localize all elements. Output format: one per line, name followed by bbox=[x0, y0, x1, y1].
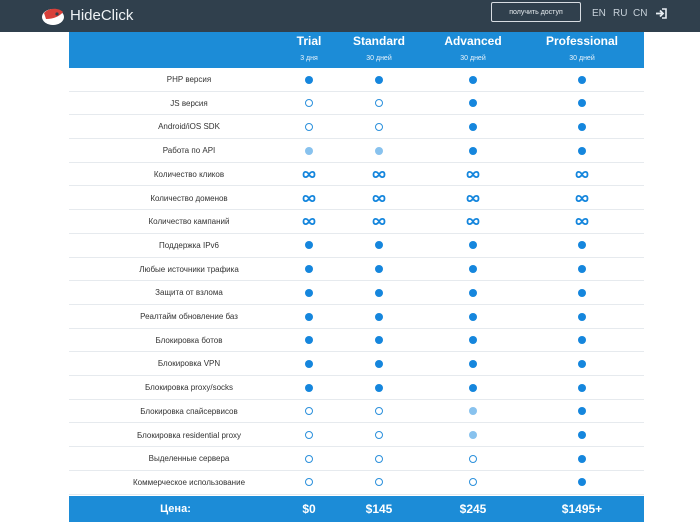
plan-period: 30 дней bbox=[569, 55, 595, 62]
infinity-icon bbox=[372, 170, 386, 179]
feature-label: Блокировка residential proxy bbox=[136, 430, 242, 440]
feature-partial-icon bbox=[469, 407, 477, 415]
feature-label: JS версия bbox=[170, 98, 208, 108]
feature-cell bbox=[289, 400, 329, 423]
feature-included-icon bbox=[305, 289, 313, 297]
feature-partial-icon bbox=[305, 147, 313, 155]
feature-included-icon bbox=[578, 455, 586, 463]
feature-cell bbox=[359, 281, 399, 304]
feature-included-icon bbox=[578, 431, 586, 439]
feature-included-icon bbox=[469, 313, 477, 321]
feature-included-icon bbox=[469, 99, 477, 107]
feature-row bbox=[69, 471, 644, 495]
feature-included-icon bbox=[578, 407, 586, 415]
feature-cell bbox=[289, 115, 329, 138]
feature-cell bbox=[562, 258, 602, 281]
feature-cell bbox=[453, 258, 493, 281]
feature-cell bbox=[562, 352, 602, 375]
feature-included-icon bbox=[375, 313, 383, 321]
feature-cell bbox=[562, 400, 602, 423]
sign-in-icon[interactable] bbox=[655, 8, 667, 19]
feature-included-icon bbox=[578, 289, 586, 297]
feature-cell bbox=[359, 210, 399, 233]
feature-included-icon bbox=[469, 265, 477, 273]
hideclick-logo-icon[interactable] bbox=[40, 4, 66, 28]
feature-cell bbox=[562, 139, 602, 162]
feature-label: Реалтайм обновление баз bbox=[140, 312, 238, 321]
feature-cell bbox=[453, 305, 493, 328]
feature-row bbox=[69, 187, 644, 211]
feature-cell bbox=[289, 305, 329, 328]
feature-label: Любые источники трафика bbox=[139, 264, 239, 274]
infinity-icon bbox=[466, 194, 480, 203]
feature-cell bbox=[359, 163, 399, 186]
feature-not-included-icon bbox=[375, 455, 383, 463]
feature-cell bbox=[359, 258, 399, 281]
infinity-icon bbox=[575, 170, 589, 179]
infinity-icon bbox=[302, 170, 316, 179]
infinity-icon bbox=[302, 194, 316, 203]
feature-label: Поддержка IPv6 bbox=[159, 240, 219, 250]
feature-cell bbox=[289, 281, 329, 304]
feature-included-icon bbox=[469, 384, 477, 392]
feature-not-included-icon bbox=[469, 455, 477, 463]
feature-included-icon bbox=[578, 241, 586, 249]
feature-cell bbox=[359, 376, 399, 399]
feature-included-icon bbox=[469, 241, 477, 249]
feature-label: Работа по API bbox=[162, 146, 216, 156]
plan-price-trial: $0 bbox=[302, 502, 316, 516]
feature-cell bbox=[359, 92, 399, 115]
infinity-icon bbox=[372, 217, 386, 226]
feature-cell bbox=[562, 447, 602, 470]
feature-included-icon bbox=[469, 289, 477, 297]
feature-cell bbox=[453, 210, 493, 233]
infinity-icon bbox=[372, 194, 386, 203]
plan-name: Professional bbox=[545, 34, 619, 48]
infinity-icon bbox=[302, 217, 316, 226]
feature-label: Выделенные сервера bbox=[148, 454, 230, 464]
feature-label: Блокировка ботов bbox=[155, 335, 223, 345]
feature-included-icon bbox=[578, 123, 586, 131]
feature-label: Блокировка VPN bbox=[157, 359, 221, 369]
plan-header-professional bbox=[519, 32, 645, 62]
plan-period: 3 дня bbox=[300, 55, 318, 62]
plan-name: Standard bbox=[352, 34, 405, 48]
feature-cell bbox=[359, 139, 399, 162]
feature-not-included-icon bbox=[305, 407, 313, 415]
feature-cell bbox=[562, 234, 602, 257]
feature-cell bbox=[562, 163, 602, 186]
feature-included-icon bbox=[305, 384, 313, 392]
feature-cell bbox=[359, 424, 399, 447]
feature-cell bbox=[359, 447, 399, 470]
feature-row bbox=[69, 281, 644, 305]
price-label: Цена: bbox=[160, 503, 191, 515]
feature-cell bbox=[289, 447, 329, 470]
feature-row bbox=[69, 352, 644, 376]
feature-included-icon bbox=[578, 313, 586, 321]
feature-included-icon bbox=[375, 241, 383, 249]
feature-row bbox=[69, 139, 644, 163]
feature-included-icon bbox=[469, 336, 477, 344]
feature-partial-icon bbox=[469, 431, 477, 439]
feature-partial-icon bbox=[375, 147, 383, 155]
feature-cell bbox=[562, 210, 602, 233]
feature-cell bbox=[289, 424, 329, 447]
feature-cell bbox=[453, 471, 493, 494]
feature-cell bbox=[289, 471, 329, 494]
feature-included-icon bbox=[469, 147, 477, 155]
feature-label: Блокировка proxy/socks bbox=[144, 383, 234, 393]
feature-included-icon bbox=[578, 99, 586, 107]
feature-included-icon bbox=[305, 76, 313, 84]
feature-included-icon bbox=[305, 313, 313, 321]
feature-included-icon bbox=[578, 147, 586, 155]
feature-not-included-icon bbox=[375, 123, 383, 131]
feature-cell bbox=[453, 281, 493, 304]
feature-cell bbox=[359, 471, 399, 494]
feature-cell bbox=[453, 187, 493, 210]
feature-row bbox=[69, 258, 644, 282]
feature-cell bbox=[562, 115, 602, 138]
feature-included-icon bbox=[305, 336, 313, 344]
plan-name: Advanced bbox=[444, 34, 502, 48]
feature-label: Количество доменов bbox=[150, 193, 228, 203]
feature-included-icon bbox=[305, 265, 313, 273]
feature-cell bbox=[453, 234, 493, 257]
feature-included-icon bbox=[375, 360, 383, 368]
infinity-icon bbox=[575, 217, 589, 226]
get-access-button[interactable]: получить доступ bbox=[491, 2, 581, 22]
feature-cell bbox=[359, 115, 399, 138]
feature-cell bbox=[289, 234, 329, 257]
feature-row bbox=[69, 163, 644, 187]
infinity-icon bbox=[575, 194, 589, 203]
feature-cell bbox=[289, 352, 329, 375]
feature-cell bbox=[289, 139, 329, 162]
feature-cell bbox=[289, 92, 329, 115]
lang-en-link[interactable]: EN bbox=[592, 8, 606, 19]
feature-cell bbox=[289, 329, 329, 352]
feature-label: Защита от взлома bbox=[155, 288, 223, 298]
feature-included-icon bbox=[578, 76, 586, 84]
feature-included-icon bbox=[578, 384, 586, 392]
feature-included-icon bbox=[578, 478, 586, 486]
feature-cell bbox=[289, 163, 329, 186]
feature-row bbox=[69, 329, 644, 353]
feature-label: Количество кампаний bbox=[148, 217, 230, 227]
plan-header-standard bbox=[332, 32, 426, 62]
plan-name: Trial bbox=[296, 34, 322, 48]
feature-cell bbox=[453, 424, 493, 447]
feature-cell bbox=[562, 68, 602, 91]
feature-included-icon bbox=[375, 289, 383, 297]
feature-cell bbox=[562, 92, 602, 115]
feature-cell bbox=[453, 376, 493, 399]
feature-not-included-icon bbox=[305, 123, 313, 131]
feature-row bbox=[69, 447, 644, 471]
feature-cell bbox=[359, 234, 399, 257]
plan-price-professional: $1495+ bbox=[561, 502, 603, 516]
feature-included-icon bbox=[578, 265, 586, 273]
feature-cell bbox=[562, 281, 602, 304]
feature-label: Android/iOS SDK bbox=[158, 122, 220, 132]
feature-cell bbox=[289, 376, 329, 399]
feature-included-icon bbox=[375, 265, 383, 273]
feature-row bbox=[69, 92, 644, 116]
feature-cell bbox=[359, 329, 399, 352]
feature-cell bbox=[289, 68, 329, 91]
feature-row bbox=[69, 400, 644, 424]
top-navbar bbox=[0, 0, 700, 32]
feature-label: PHP версия bbox=[166, 75, 212, 84]
plan-header-advanced bbox=[426, 32, 520, 62]
feature-not-included-icon bbox=[375, 431, 383, 439]
feature-row bbox=[69, 115, 644, 139]
infinity-icon bbox=[466, 217, 480, 226]
plan-period: 30 дней bbox=[366, 55, 392, 62]
feature-not-included-icon bbox=[305, 455, 313, 463]
feature-cell bbox=[359, 400, 399, 423]
feature-cell bbox=[453, 68, 493, 91]
feature-not-included-icon bbox=[305, 431, 313, 439]
feature-cell bbox=[453, 163, 493, 186]
feature-label: Блокировка спайсервисов bbox=[140, 406, 238, 416]
infinity-icon bbox=[466, 170, 480, 179]
feature-cell bbox=[289, 210, 329, 233]
feature-label: Количество кликов bbox=[153, 169, 225, 179]
feature-cell bbox=[289, 187, 329, 210]
plan-price-advanced: $245 bbox=[459, 502, 487, 516]
feature-cell bbox=[453, 352, 493, 375]
feature-included-icon bbox=[469, 123, 477, 131]
feature-row bbox=[69, 68, 644, 92]
plan-price-standard: $145 bbox=[365, 502, 393, 516]
lang-cn-link[interactable]: CN bbox=[633, 8, 648, 19]
feature-row bbox=[69, 376, 644, 400]
feature-cell bbox=[359, 352, 399, 375]
plan-period: 30 дней bbox=[460, 55, 486, 62]
feature-not-included-icon bbox=[469, 478, 477, 486]
feature-cell bbox=[562, 376, 602, 399]
feature-cell bbox=[562, 187, 602, 210]
feature-cell bbox=[453, 92, 493, 115]
feature-cell bbox=[359, 305, 399, 328]
feature-included-icon bbox=[375, 336, 383, 344]
feature-included-icon bbox=[578, 336, 586, 344]
feature-included-icon bbox=[375, 384, 383, 392]
feature-not-included-icon bbox=[305, 478, 313, 486]
feature-cell bbox=[562, 329, 602, 352]
feature-cell bbox=[562, 424, 602, 447]
feature-not-included-icon bbox=[375, 478, 383, 486]
feature-cell bbox=[453, 329, 493, 352]
feature-row bbox=[69, 424, 644, 448]
feature-included-icon bbox=[305, 241, 313, 249]
feature-row bbox=[69, 234, 644, 258]
feature-cell bbox=[359, 68, 399, 91]
feature-cell bbox=[562, 305, 602, 328]
feature-cell bbox=[359, 187, 399, 210]
feature-included-icon bbox=[469, 360, 477, 368]
brand-name[interactable]: HideClick bbox=[70, 7, 134, 24]
feature-cell bbox=[453, 400, 493, 423]
feature-cell bbox=[289, 258, 329, 281]
feature-label: Коммерческое использование bbox=[132, 477, 246, 487]
feature-included-icon bbox=[305, 360, 313, 368]
feature-included-icon bbox=[578, 360, 586, 368]
feature-cell bbox=[562, 471, 602, 494]
feature-row bbox=[69, 305, 644, 329]
feature-included-icon bbox=[469, 76, 477, 84]
feature-not-included-icon bbox=[305, 99, 313, 107]
feature-cell bbox=[453, 447, 493, 470]
feature-cell bbox=[453, 115, 493, 138]
feature-not-included-icon bbox=[375, 99, 383, 107]
feature-included-icon bbox=[375, 76, 383, 84]
feature-not-included-icon bbox=[375, 407, 383, 415]
feature-row bbox=[69, 210, 644, 234]
lang-ru-link[interactable]: RU bbox=[613, 8, 628, 19]
feature-cell bbox=[453, 139, 493, 162]
